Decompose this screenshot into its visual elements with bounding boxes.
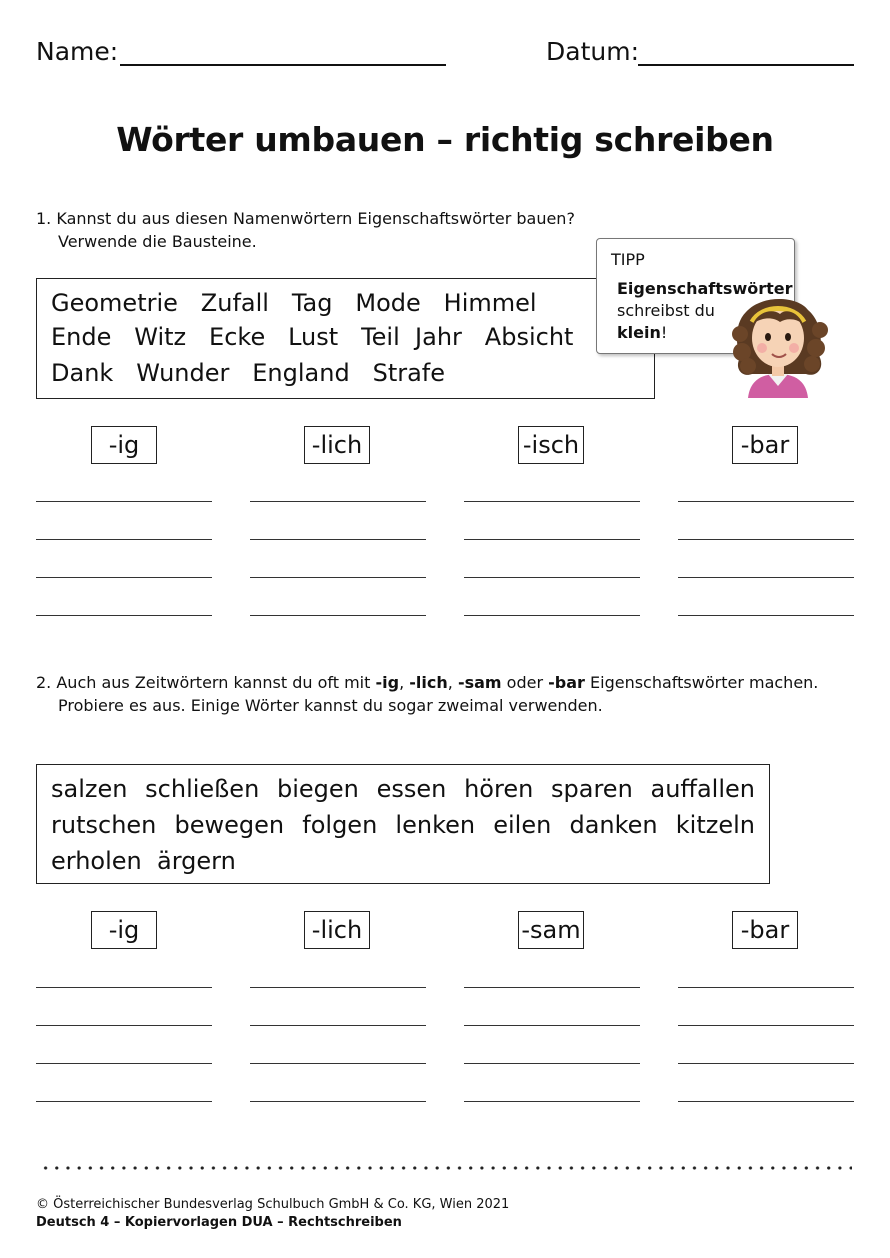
tip-text-end (617, 322, 667, 344)
answer-line[interactable] (250, 501, 426, 502)
word: kitzeln (675, 811, 755, 839)
tip-text: schreibst du (617, 301, 715, 320)
name-field[interactable] (120, 64, 446, 66)
answer-line[interactable] (36, 539, 212, 540)
word: Dank (51, 359, 114, 387)
footer-book: Deutsch 4 – Kopiervorlagen DUA – Rechtschreiben (36, 1215, 402, 1230)
word: Wunder (136, 359, 230, 387)
answer-line[interactable] (678, 987, 854, 988)
word: Teil (361, 323, 400, 351)
task1-word-row (51, 289, 537, 317)
word: danken (569, 811, 658, 839)
word: Strafe (372, 359, 446, 387)
word: Geometrie (51, 289, 178, 317)
word: lenken (395, 811, 476, 839)
task2-text: 2. Auch aus Zeitwörtern kannst du oft mit (36, 673, 371, 692)
name-label: Name: (36, 37, 119, 66)
answer-line[interactable] (464, 539, 640, 540)
task2-suffix-bar: -bar (732, 911, 798, 949)
page-title: Wörter umbauen – richtig schreiben (116, 120, 774, 159)
word: Zufall (200, 289, 269, 317)
answer-line[interactable] (36, 987, 212, 988)
task2-suffix-bold: -ig (375, 673, 400, 692)
answer-line[interactable] (678, 1025, 854, 1026)
word: Himmel (443, 289, 537, 317)
answer-line[interactable] (36, 577, 212, 578)
answer-line[interactable] (464, 987, 640, 988)
word: Witz (134, 323, 187, 351)
answer-line[interactable] (250, 1025, 426, 1026)
task1-suffix-ig: -ig (91, 426, 157, 464)
answer-line[interactable] (250, 539, 426, 540)
task2-word-row (51, 847, 236, 875)
answer-line[interactable] (464, 1025, 640, 1026)
word: hören (464, 775, 534, 803)
date-field[interactable] (638, 64, 854, 66)
task2-suffix-lich: -lich (304, 911, 370, 949)
answer-line[interactable] (464, 501, 640, 502)
word: folgen (302, 811, 378, 839)
task1-suffix-isch: -isch (518, 426, 584, 464)
word: sparen (551, 775, 633, 803)
task2-suffix-bold: -sam (457, 673, 502, 692)
word: Lust (288, 323, 339, 351)
answer-line[interactable] (678, 1063, 854, 1064)
answer-line[interactable] (36, 615, 212, 616)
task1-word-row (51, 359, 445, 387)
answer-line[interactable] (464, 1063, 640, 1064)
girl-illustration-icon (728, 282, 828, 398)
task2-instruction (36, 672, 818, 694)
word: essen (376, 775, 447, 803)
task2-sep: , (399, 673, 405, 692)
word: Absicht (484, 323, 574, 351)
task1-suffix-bar: -bar (732, 426, 798, 464)
tip-bold-word: Eigenschaftswörter (617, 279, 793, 298)
answer-line[interactable] (36, 501, 212, 502)
answer-line[interactable] (464, 1101, 640, 1102)
word: erholen (51, 847, 142, 875)
word: England (252, 359, 350, 387)
tip-bold-end: klein (617, 323, 661, 342)
answer-line[interactable] (36, 1063, 212, 1064)
word: bewegen (174, 811, 285, 839)
word: Tag (291, 289, 333, 317)
tip-punct: ! (660, 323, 668, 342)
answer-line[interactable] (36, 1101, 212, 1102)
task1-suffix-lich: -lich (304, 426, 370, 464)
task2-word-box (36, 764, 770, 884)
task2-instruction-line2: Probiere es aus. Einige Wörter kannst du sogar zweimal verwenden. (58, 696, 603, 715)
word: biegen (277, 775, 359, 803)
answer-line[interactable] (250, 987, 426, 988)
task2-text: Eigenschaftswörter machen. (590, 673, 819, 692)
dotted-divider (40, 1165, 852, 1171)
word: eilen (493, 811, 552, 839)
task1-instruction: 1. Kannst du aus diesen Namenwörtern Eigenschaftswörter bauen? (36, 209, 575, 228)
task2-word-row (51, 811, 755, 839)
answer-line[interactable] (678, 501, 854, 502)
task1-word-box (36, 278, 655, 399)
task2-text: oder (506, 673, 544, 692)
task1-word-row (51, 323, 573, 351)
answer-line[interactable] (464, 577, 640, 578)
answer-line[interactable] (678, 615, 854, 616)
word: salzen (51, 775, 128, 803)
word: schließen (145, 775, 260, 803)
tip-label: TIPP (611, 250, 645, 269)
task1-instruction-line2: Verwende die Bausteine. (58, 232, 257, 251)
answer-line[interactable] (678, 577, 854, 578)
answer-line[interactable] (36, 1025, 212, 1026)
answer-line[interactable] (250, 577, 426, 578)
task2-suffix-bold: -bar (548, 673, 585, 692)
answer-line[interactable] (250, 615, 426, 616)
task2-suffix-ig: -ig (91, 911, 157, 949)
answer-line[interactable] (678, 539, 854, 540)
task2-word-row (51, 775, 755, 803)
date-label: Datum: (546, 37, 639, 66)
word: auffallen (650, 775, 755, 803)
word: Mode (355, 289, 421, 317)
word: ärgern (157, 847, 236, 875)
word: Ecke (209, 323, 266, 351)
footer-copyright: © Österreichischer Bundesverlag Schulbuch GmbH & Co. KG, Wien 2021 (36, 1197, 510, 1212)
answer-line[interactable] (464, 615, 640, 616)
task2-suffix-sam: -sam (518, 911, 584, 949)
word: Jahr (415, 323, 462, 351)
word: rutschen (51, 811, 157, 839)
task2-sep: , (447, 673, 453, 692)
answer-line[interactable] (250, 1063, 426, 1064)
answer-line[interactable] (678, 1101, 854, 1102)
task2-suffix-bold: -lich (409, 673, 448, 692)
word: Ende (51, 323, 112, 351)
answer-line[interactable] (250, 1101, 426, 1102)
